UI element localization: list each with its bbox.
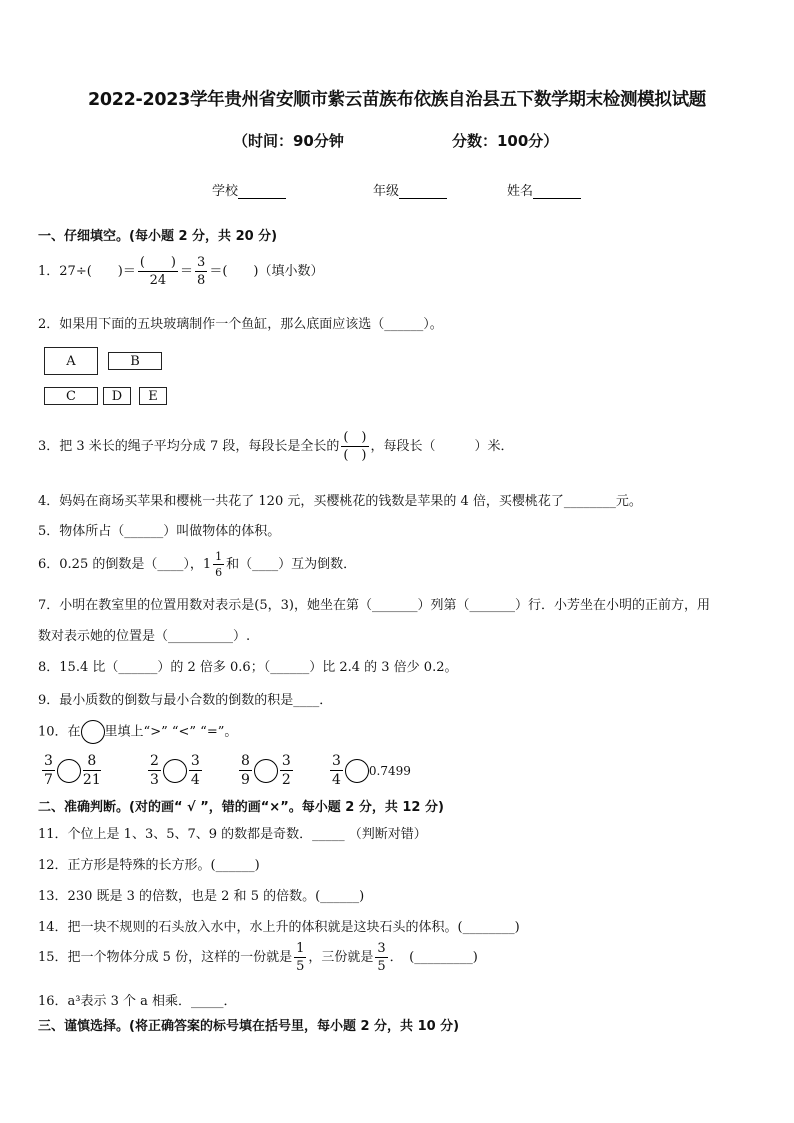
fraction-3-5: $\frac{3}{5}$	[377, 941, 386, 974]
glass-piece-e: E	[139, 387, 167, 405]
glass-piece-c: C	[44, 387, 98, 405]
name-blank[interactable]	[533, 184, 581, 199]
glass-piece-d: D	[103, 387, 131, 405]
question-15: 15．把一个物体分成 5 份，这样的一份就是 $\frac{1}{5}$ ，三份就是 $\frac{3}{5}$ ． (_________)	[38, 941, 478, 974]
question-3: 3．把 3 米长的绳子平均分成 7 段，每段长是全长的 $\frac{( )}{( )}$ ，每段长（ ）米．	[38, 430, 514, 463]
question-7-line-2: 数对表示她的位置是（__________）.	[38, 629, 251, 644]
question-5: 5．物体所占（______）叫做物体的体积。	[38, 524, 281, 539]
section-2-heading: 二、准确判断。(对的画“ √ ”，错的画“×”。每小题 2 分，共 12 分)	[38, 800, 444, 815]
compare-circle-3[interactable]	[254, 759, 278, 783]
compare-item-1: $\frac{3}{7}$ $\frac{8}{21}$	[44, 753, 101, 788]
section-3-heading: 三、谨慎选择。(将正确答案的标号填在括号里，每小题 2 分，共 10 分)	[38, 1019, 460, 1034]
exam-time: （时间：90分钟	[233, 132, 344, 150]
question-1: 1．27÷( )＝ $\frac{( )}{24}$ ＝ $\frac{3}{8}$ ＝( )（填小数）	[38, 255, 324, 288]
question-2: 2．如果用下面的五块玻璃制作一个鱼缸，那么底面应该选（______）。	[38, 317, 443, 332]
page-title: 2022-2023学年贵州省安顺市紫云苗族布依族自治县五下数学期末检测模拟试题	[88, 90, 706, 110]
section-1-heading: 一、仔细填空。(每小题 2 分，共 20 分)	[38, 229, 278, 244]
question-12: 12．正方形是特殊的长方形。(______)	[38, 858, 260, 873]
question-8: 8．15.4 比（______）的 2 倍多 0.6；（______）比 2.4 的 3 倍少 0.2。	[38, 660, 458, 675]
fraction-blank-24: $\frac{( )}{24}$	[139, 255, 177, 288]
fraction-3-8: $\frac{3}{8}$	[197, 255, 206, 288]
circle-icon	[81, 720, 105, 744]
grade-field: 年级	[373, 180, 447, 199]
compare-circle-2[interactable]	[163, 759, 187, 783]
question-9: 9．最小质数的倒数与最小合数的倒数的积是____．	[38, 693, 333, 708]
compare-item-3: $\frac{8}{9}$ $\frac{3}{2}$	[241, 753, 291, 788]
school-field: 学校	[212, 180, 286, 199]
name-field: 姓名	[507, 180, 581, 199]
compare-item-2: $\frac{2}{3}$ $\frac{3}{4}$	[150, 753, 200, 788]
glass-piece-a: A	[44, 347, 98, 375]
compare-circle-1[interactable]	[57, 759, 81, 783]
question-6: 6．0.25 的倒数是（____），1 $\frac{1}{6}$ 和（____）互为倒数．	[38, 550, 357, 579]
fraction-1-6: $\frac{1}{6}$	[215, 550, 223, 579]
question-14: 14．把一块不规则的石头放入水中，水上升的体积就是这块石头的体积。(________)	[38, 920, 520, 935]
question-11: 11．个位上是 1、3、5、7、9 的数都是奇数．_____ （判断对错）	[38, 827, 427, 842]
question-13: 13．230 既是 3 的倍数，也是 2 和 5 的倍数。(______)	[38, 889, 365, 904]
question-7-line-1: 7．小明在教室里的位置用数对表示是(5，3)，她坐在第（_______）列第（_______）行．小芳坐在小明的正前方，用	[38, 598, 710, 613]
question-4: 4．妈妈在商场买苹果和樱桃一共花了 120 元，买樱桃花的钱数是苹果的 4 倍，买樱桃花了________元。	[38, 494, 642, 509]
grade-blank[interactable]	[399, 184, 447, 199]
question-10: 10．在 里填上“>” “<” “=”。	[38, 720, 237, 744]
exam-score: 分数：100分）	[452, 132, 559, 150]
fraction-blank: $\frac{( )}{( )}$	[343, 430, 367, 463]
school-blank[interactable]	[238, 184, 286, 199]
glass-piece-b: B	[108, 352, 162, 370]
compare-item-4: $\frac{3}{4}$ 0.7499	[332, 753, 411, 788]
compare-circle-4[interactable]	[345, 759, 369, 783]
question-16: 16．a³表示 3 个 a 相乘．_____．	[38, 994, 237, 1009]
fraction-1-5: $\frac{1}{5}$	[296, 941, 305, 974]
